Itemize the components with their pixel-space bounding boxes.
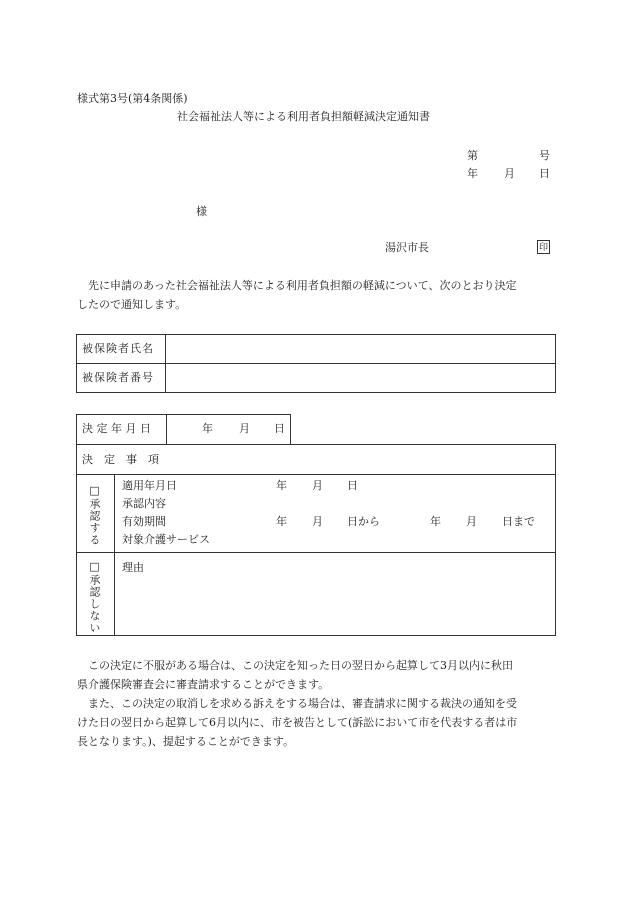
notice-paragraphs (77, 656, 517, 751)
seal-mark: 印 (537, 240, 550, 254)
notice-p1-line-1: この決定に不服がある場合は、この決定を知った日の翌日から起算して3月以内に秋田 (88, 659, 513, 672)
target-service-label: 対象介護サービス (122, 533, 210, 546)
doc-number-prefix: 第 (467, 149, 478, 162)
decision-date-month: 月 (239, 422, 250, 435)
notice-p1-line-2: 県介護保険審査会に審査請求することができます。 (77, 678, 330, 691)
apply-date-year: 年 (276, 479, 287, 492)
reject-checkbox[interactable]: □承認しない (88, 560, 101, 634)
approve-checkbox[interactable]: □承認する (88, 484, 101, 546)
doc-date-month: 月 (504, 167, 515, 180)
doc-date-day: 日 (539, 167, 550, 180)
decision-date-day: 日 (274, 422, 285, 435)
apply-date-label: 適用年月日 (122, 479, 177, 492)
intro-line-2: したので通知します。 (77, 298, 187, 311)
insured-table-column-divider (165, 334, 166, 393)
period-to-day: 日まで (502, 515, 535, 528)
intro-line-1: 先に申請のあった社会福祉法人等による利用者負担額の軽減について、次のとおり決定 (88, 279, 517, 292)
period-from-day: 日から (347, 515, 380, 528)
decision-date-year: 年 (202, 422, 213, 435)
checkbox-column-divider (114, 474, 115, 636)
period-from-year: 年 (276, 515, 287, 528)
decision-date-label: 決 定 年 月 日 (82, 422, 151, 435)
doc-number-suffix: 号 (539, 149, 550, 162)
document-title: 社会福祉法人等による利用者負担額軽減決定通知書 (177, 110, 430, 123)
issuer-name: 湯沢市長 (385, 241, 429, 254)
insured-number-label: 被保険者番号 (82, 371, 154, 384)
matters-divider (76, 474, 556, 475)
notice-p2-line-2: けた日の翌日から起算して6月以内に、市を被告として(訴訟において市を代表する者は市 (77, 716, 518, 729)
intro-paragraph (77, 276, 516, 314)
period-to-month: 月 (466, 515, 477, 528)
valid-period-label: 有効期間 (122, 515, 166, 528)
notice-p2-line-1: また、この決定の取消しを求める訴えをする場合は、審査請求に関する裁決の通知を受 (88, 697, 517, 710)
form-number: 様式第3号(第4条関係) (77, 92, 188, 105)
apply-date-month: 月 (312, 479, 323, 492)
decision-matters-label: 決 定 事 項 (82, 453, 159, 466)
insured-name-label: 被保険者氏名 (82, 342, 154, 355)
notice-p2-line-3: 長となります。)、提起することができます。 (77, 735, 295, 748)
doc-date-year: 年 (467, 167, 478, 180)
decision-date-divider (166, 414, 167, 444)
apply-date-day: 日 (347, 479, 358, 492)
reason-label: 理由 (122, 561, 144, 574)
recipient-honorific: 様 (196, 205, 207, 218)
insured-table-divider (76, 363, 556, 364)
period-from-month: 月 (312, 515, 323, 528)
period-to-year: 年 (430, 515, 441, 528)
approve-reject-divider (76, 552, 556, 553)
approval-content-label: 承認内容 (122, 497, 166, 510)
